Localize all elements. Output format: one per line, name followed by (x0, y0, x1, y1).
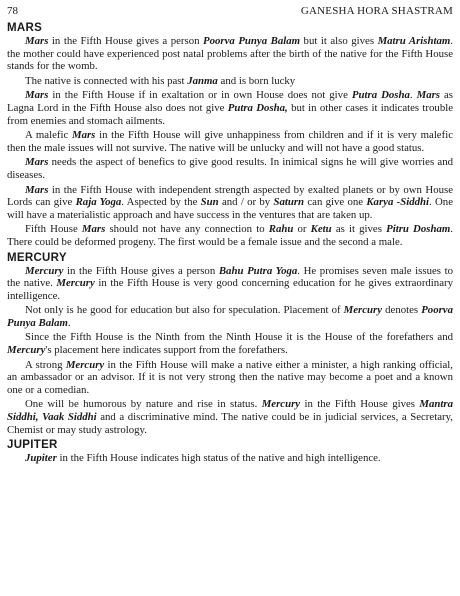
text-run: Not only is he good for education but also for speculation. Placement of (25, 304, 344, 317)
text-run: The native is connected with his past (25, 74, 188, 87)
emphasis-term: Mercury (261, 398, 301, 411)
emphasis-term: Bahu Putra Yoga (218, 264, 298, 277)
emphasis-term: Mercury (65, 358, 105, 371)
section-heading-mars: MARS (7, 22, 43, 34)
text-run: in the Fifth House if in exaltation or in own House does not give (48, 89, 352, 102)
text-run: . (67, 316, 71, 329)
emphasis-term: Mercury (7, 344, 46, 357)
emphasis-term: Mercury (56, 277, 95, 290)
emphasis-term: Putra Dosha, (227, 101, 288, 114)
text-run: and a discriminative mind. The native could be in judicial services, a Secretary, Chemist or may study astrology. (7, 411, 453, 436)
paragraph (7, 129, 453, 154)
paragraph (7, 452, 453, 465)
text-run: can give one (304, 196, 367, 209)
page-number: 78 (7, 5, 18, 17)
paragraph (7, 156, 453, 181)
emphasis-term: Ketu (310, 223, 332, 236)
emphasis-term: Mars (71, 129, 96, 142)
paragraph (7, 265, 453, 303)
text-run: . He promises seven male issues to the native. (7, 264, 453, 290)
emphasis-term: Mars (25, 89, 49, 102)
paragraph (7, 331, 453, 356)
text-run: One will be humorous by nature and rise in status. (25, 398, 262, 411)
emphasis-term: Putra Dosha (351, 89, 410, 102)
text-run: or (293, 223, 311, 236)
paragraph (7, 398, 453, 436)
text-run: in the Fifth House gives a person (63, 264, 219, 277)
text-run: should not have any connection to (105, 223, 269, 236)
text-run: denotes (382, 304, 422, 317)
text-run: Fifth House (25, 223, 82, 236)
emphasis-term: Matru Arishtam (377, 35, 451, 47)
text-run: as Lagna Lord in the Fifth House also does not give (7, 89, 453, 114)
emphasis-term: Mercury (25, 264, 64, 277)
text-run: A malefic (25, 129, 72, 142)
text-run: . (409, 89, 417, 102)
emphasis-term: Poorva Punya Balam (7, 304, 453, 329)
text-run: and / or by (218, 196, 274, 209)
emphasis-term: Rahu (268, 223, 294, 236)
text-run: in the Fifth House with independent strength aspected by exalted planets or by own House Lords can give (7, 183, 453, 209)
text-run: in the Fifth House gives (300, 398, 420, 411)
text-run: in the Fifth House gives a person (48, 35, 204, 47)
emphasis-term: Mercury (343, 304, 383, 317)
emphasis-term: Mars (416, 89, 440, 102)
emphasis-term: Mars (81, 223, 106, 236)
emphasis-term: Jupiter (25, 452, 57, 465)
text-run: in the Fifth House indicates high status of the native and high intelligence. (56, 452, 381, 465)
paragraph (7, 223, 453, 248)
emphasis-term: Sun (200, 196, 219, 209)
emphasis-term: Mars (25, 35, 49, 47)
text-run: needs the aspect of benefics to give good results. In inimical signs he will give worries and diseases. (7, 156, 453, 181)
page-header (7, 5, 453, 19)
paragraph (7, 35, 453, 73)
emphasis-term: Mars (25, 156, 49, 169)
text-run: A strong (25, 358, 66, 371)
paragraph (7, 304, 453, 329)
paragraph (7, 184, 453, 222)
text-run: in the Fifth House is very good concerning education for he gives extraordinary intelligence. (7, 277, 453, 302)
emphasis-term: Poorva Punya Balam (203, 35, 301, 47)
text-run: and is born lucky (217, 74, 296, 87)
text-run: in the Fifth House will make a native either a minister, a high ranking official, an ambassador or an advisor. If it is not very strong then the native may become a poet and a known one or a comedian. (7, 358, 453, 396)
emphasis-term: Mars (25, 183, 49, 196)
paragraph (7, 359, 453, 397)
emphasis-term: Mantra Siddhi, Vaak Siddhi (7, 398, 454, 424)
text-run: but in other cases it indicates trouble from enemies and stomach ailments. (7, 101, 454, 127)
text-run: in the Fifth House will give unhappiness from children and if it is very malefic then the male issues will not survive. The native will be unlucky and will not have a good status. (7, 129, 453, 154)
text-run: . One will have a materialistic approach and have success in the ventures that are taken up. (7, 196, 453, 221)
text-run: . the mother could have experienced post natal problems after the birth of the native for the Fifth House stands for the womb. (7, 35, 453, 73)
running-title: GANESHA HORA SHASTRAM (300, 5, 453, 17)
text-run: as it gives (331, 223, 387, 236)
text-run: but it also gives (300, 35, 378, 47)
section-heading-mercury: MERCURY (7, 251, 67, 264)
emphasis-term: Janma (187, 74, 218, 87)
paragraph (7, 89, 453, 127)
paragraph (7, 75, 453, 88)
page-content (7, 22, 453, 465)
emphasis-term: Raja Yoga (75, 196, 122, 209)
text-run: 's placement here indicates support from the forefathers. (45, 344, 288, 357)
emphasis-term: Pitru Dosham (386, 223, 451, 236)
text-run: Since the Fifth House is the Ninth from the Ninth House it is the House of the forefathers and (25, 331, 453, 344)
section-heading-jupiter: JUPITER (7, 439, 58, 452)
emphasis-term: Saturn (273, 196, 305, 209)
text-run: . There could be deformed progeny. The first would be a female issue and the second a male. (7, 223, 453, 248)
emphasis-term: Karya -Siddhi (366, 196, 430, 209)
text-run: . Aspected by the (121, 196, 201, 209)
